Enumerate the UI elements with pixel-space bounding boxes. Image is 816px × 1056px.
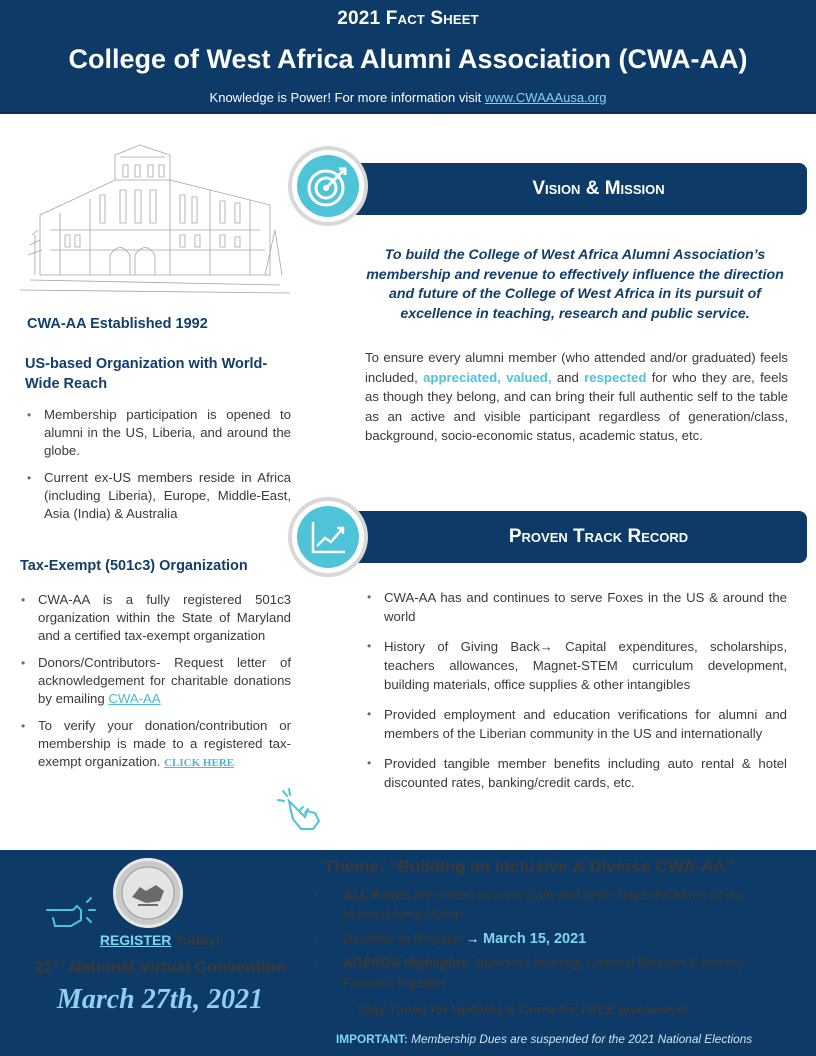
convention-theme: Theme: “Building an Inclusive & Diverse CWA-AA”: [324, 857, 734, 876]
important-note: [336, 1032, 816, 1046]
deadline-label: Deadline to Register: [343, 931, 463, 946]
us-based-list: [44, 406, 291, 532]
convention-ordinal: nd: [52, 958, 65, 969]
list-item: [38, 654, 291, 708]
list-item: [384, 637, 787, 694]
mission-text: for who they are, feels as though they belong, and can bring their full authentic self to the table as an active and visible participant regardless of generation/class, background, socio-economic status, academic status, etc.: [365, 369, 788, 443]
list-item: [343, 885, 789, 925]
mission-highlight: respected: [584, 369, 647, 385]
pointing-hand-icon: [275, 787, 327, 833]
pointing-hand-icon: [45, 896, 97, 930]
donor-text: Donors/Contributors- Request letter of acknowledgement for charitable donations by emailing: [38, 655, 291, 706]
track-record-bar: Proven Track Record: [330, 511, 807, 563]
list-item: • Membership participation is opened to alumni in the US, Liberia, and around the globe.: [44, 406, 291, 460]
list-item: • Provided tangible member benefits including auto rental & hotel discounted rates, banking/credit cards, etc.: [384, 754, 787, 792]
convention-list: [343, 885, 789, 997]
target-icon: [288, 146, 368, 226]
list-item: [343, 953, 789, 993]
list-item: [38, 717, 291, 772]
growth-chart-icon: [288, 497, 368, 577]
convention-title: [10, 958, 310, 978]
website-link[interactable]: www.CWAAAusa.org: [484, 90, 607, 105]
header-banner: [0, 0, 816, 114]
register-link[interactable]: REGISTER: [99, 932, 172, 948]
list-item: [343, 929, 789, 949]
deadline-date: March 15, 2021: [483, 931, 587, 947]
track-record-list: [384, 588, 787, 801]
org-name: College of West Africa Alumni Association (CWA-AA): [68, 44, 748, 74]
list-item: • CWA-AA has and continues to serve Foxes in the US & around the world: [384, 588, 787, 626]
register-today: Today!: [175, 932, 221, 948]
verify-text: To verify your donation/contribution or membership is made to a registered tax-exempt organization.: [38, 718, 291, 769]
bullet-bold: AGENDA Highlights:: [343, 955, 473, 970]
tax-exempt-heading: Tax-Exempt (501c3) Organization: [20, 558, 248, 574]
vision-statement: To build the College of West Africa Alumni Association’s membership and revenue to effectively influence the direction and future of the College of West Africa in its pursuit of excellence in teaching, research and public service.: [366, 247, 784, 322]
list-item: • CWA-AA is a fully registered 501c3 organization within the State of Maryland and a certified tax-exempt organization: [38, 591, 291, 645]
established-heading: CWA-AA Established 1992: [27, 316, 208, 332]
bullet-text: are invited to participate and help shape the future of our beloved Alma Mater!: [343, 887, 745, 922]
email-cwaaa-link[interactable]: CWA-AA: [108, 691, 161, 706]
mission-text: and: [556, 369, 579, 385]
register-line: [60, 932, 260, 948]
mission-paragraph: [365, 348, 788, 446]
giving-back-details: Capital expenditures, scholarships, teachers allowances, Magnet-STEM curriculum development, building materials, office supplies & other intangibles: [384, 639, 787, 692]
bullet-text: Business Meeting, General Election & Moving Forward Together: [343, 955, 744, 990]
arrow-icon: →: [466, 931, 480, 946]
stay-tuned: Stay Tuned for Updates & Come for FREE giveaways!: [358, 1002, 688, 1017]
mission-text: To ensure every alumni member (who attended and/or graduated) feels included,: [365, 350, 788, 385]
list-item: • Current ex-US members reside in Africa (including Liberia), Europe, Middle-East, Asia (India) & Australia: [44, 469, 291, 523]
bullet-bold: ALL Foxes: [343, 887, 411, 902]
arrow-icon: →: [539, 639, 553, 654]
important-label: IMPORTANT:: [336, 1032, 408, 1046]
us-based-heading: US-based Organization with World-Wide Reach: [25, 356, 268, 392]
tagline: [0, 90, 816, 105]
tagline-text: Knowledge is Power! For more information visit: [209, 90, 482, 105]
mission-highlight: appreciated, valued,: [423, 369, 552, 385]
college-building-illustration: [20, 135, 290, 295]
fox-logo: [113, 858, 183, 928]
fact-sheet-title: 2021 Fact Sheet: [337, 8, 479, 29]
list-item: • Provided employment and education verifications for alumni and members of the Liberian community in the US and internationally: [384, 705, 787, 743]
convention-name: National Virtual Convention: [69, 958, 286, 977]
giving-back-text: History of Giving Back: [384, 639, 540, 654]
click-here-link[interactable]: CLICK HERE: [164, 757, 235, 769]
convention-date: March 27th, 2021: [56, 984, 264, 1015]
tax-exempt-list: [38, 591, 291, 781]
convention-number: 22: [34, 958, 53, 977]
important-text: Membership Dues are suspended for the 2021 National Elections: [411, 1032, 753, 1046]
vision-mission-bar: Vision & Mission: [330, 163, 807, 215]
